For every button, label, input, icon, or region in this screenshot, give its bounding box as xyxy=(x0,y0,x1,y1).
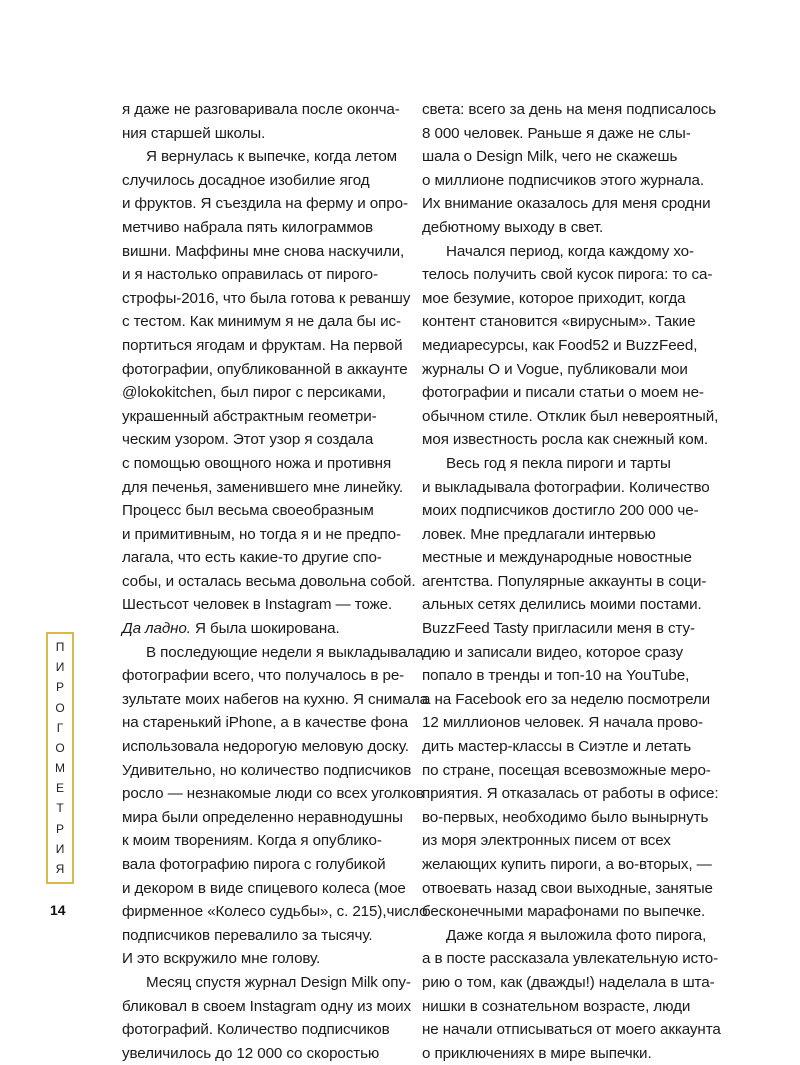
text-line: о миллионе подписчиков этого журнала. xyxy=(422,171,704,189)
text-line: фирменное «Колесо судьбы», с. 215),число xyxy=(122,903,428,921)
side-label-letter: Г xyxy=(56,720,64,735)
text-line: В последующие недели я выкладывала xyxy=(146,643,424,661)
text-line: отвоевать назад свои выходные, занятые xyxy=(422,879,713,897)
text-line: нишки в сознательном возрасте, люди xyxy=(422,997,691,1015)
text-fragment: Я была шокирована. xyxy=(190,620,340,638)
text-line: Начался период, когда каждому хо- xyxy=(446,242,694,260)
text-line: Я вернулась к выпечке, когда летом xyxy=(146,148,398,166)
text-line: вала фотографию пирога с голубикой xyxy=(122,856,386,873)
side-label-letter: Я xyxy=(55,861,65,876)
text-line: использовала недорогую меловую доску. xyxy=(122,738,409,756)
text-line: дебютному выходу в свет. xyxy=(422,218,604,236)
text-line: приятия. Я отказалась от работы в офисе: xyxy=(422,785,719,803)
text-line: попало в тренды и топ-10 на YouTube, xyxy=(422,667,690,685)
text-line: и я настолько оправилась от пирого- xyxy=(122,266,378,284)
text-line: Даже когда я выложила фото пирога, xyxy=(446,926,707,944)
text-line: мое безумие, которое приходит, когда xyxy=(422,289,686,307)
side-label-letter: И xyxy=(55,660,65,675)
text-line: контент становится «вирусным». Такие xyxy=(422,313,696,331)
text-line: зультате моих набегов на кухню. Я снимала xyxy=(122,690,428,708)
side-label-letter: П xyxy=(55,640,65,654)
text-line: к моим творениям. Когда я опублико- xyxy=(122,832,382,850)
text-line: а на Facebook его за неделю посмотрели xyxy=(422,690,711,708)
text-line: местные и международные новостные xyxy=(422,549,692,567)
text-line: И это вскружило мне голову. xyxy=(122,950,321,968)
text-line: дить мастер-классы в Сиэтле и летать xyxy=(422,738,692,756)
text-line: рию о том, как (дважды!) наделала в шта- xyxy=(422,973,715,991)
text-line: бесконечными марафонами по выпечке. xyxy=(422,903,706,921)
page-number: 14 xyxy=(50,902,66,918)
text-line: агентства. Популярные аккаунты в соци- xyxy=(422,572,707,590)
text-line: не начали отписываться от моего аккаунта xyxy=(422,1021,721,1039)
text-line: бликовал в своем Instagram одну из моих xyxy=(122,997,412,1015)
text-line: альных сетях делились моими постами. xyxy=(422,596,702,614)
text-line: и примитивным, но тогда я и не предпо- xyxy=(122,525,401,543)
text-line: о приключениях в мире выпечки. xyxy=(422,1044,652,1062)
text-line: подписчиков перевалило за тысячу. xyxy=(122,926,373,944)
text-line: для печенья, заменившего мне линейку. xyxy=(122,478,403,496)
text-line: портиться ягодам и фруктам. На первой xyxy=(122,336,403,354)
text-line: на старенький iPhone, а в качестве фона xyxy=(122,714,409,732)
text-line: Весь год я пекла пироги и тарты xyxy=(446,454,671,472)
text-line: украшенный абстрактным геометри- xyxy=(122,407,377,425)
text-line: лагала, что есть какие-то другие спо- xyxy=(122,549,382,567)
text-line: строфы-2016, что была готова к реваншу xyxy=(122,289,411,307)
text-line: собы, и осталась весьма довольна собой. xyxy=(122,572,416,590)
text-line: моя известность росла как снежный ком. xyxy=(422,431,709,449)
text-line: росло — незнакомые люди со всех уголков xyxy=(122,785,424,803)
text-line: желающих купить пироги, а во-вторых, — xyxy=(422,856,712,873)
text-line: ческим узором. Этот узор я создала xyxy=(122,431,374,449)
text-line: обычном стиле. Отклик был невероятный, xyxy=(422,407,719,425)
text-line xyxy=(122,617,392,641)
side-label-letter: И xyxy=(55,841,65,856)
text-line: медиаресурсы, как Food52 и BuzzFeed, xyxy=(422,336,698,354)
text-line: BuzzFeed Tasty пригласили меня в сту- xyxy=(422,620,695,638)
text-line: моих подписчиков достигло 200 000 че- xyxy=(422,502,699,520)
text-line: дию и записали видео, которое сразу xyxy=(422,643,684,661)
text-line: Шестьсот человек в Instagram — тоже. xyxy=(122,596,393,614)
text-line: журналы O и Vogue, публиковали мои xyxy=(422,360,688,378)
text-line: ловек. Мне предлагали интервью xyxy=(422,525,656,543)
text-line: @lokokitchen, был пирог с персиками, xyxy=(122,384,386,402)
text-line: 8 000 человек. Раньше я даже не слы- xyxy=(422,124,691,142)
text-line: фотографий. Количество подписчиков xyxy=(122,1021,390,1039)
text-line: шала о Design Milk, чего не скажешь xyxy=(422,148,678,166)
side-label-letter: О xyxy=(55,700,65,715)
italic-phrase: Да ладно. xyxy=(122,620,191,638)
side-label-letter: Р xyxy=(55,680,64,695)
text-line: фотографии, опубликованной в аккаунте xyxy=(122,360,408,378)
text-line: метчиво набрала пять килограммов xyxy=(122,218,374,236)
text-line: и декором в виде спицевого колеса (мое xyxy=(122,879,406,897)
text-line: и выкладывала фотографии. Количество xyxy=(422,478,710,496)
text-line: 12 миллионов человек. Я начала прово- xyxy=(422,714,703,732)
side-label-letter: О xyxy=(55,740,65,755)
left-column xyxy=(122,98,428,1065)
text-line: фотографии всего, что получалось в ре- xyxy=(122,667,405,685)
side-label-letter: Е xyxy=(55,781,64,796)
text-line: Процесс был весьма своеобразным xyxy=(122,502,374,520)
side-section-label xyxy=(46,632,74,884)
text-line: я даже не разговаривала после оконча- xyxy=(122,101,400,118)
side-label-letter: Т xyxy=(56,801,64,816)
text-line: случилось досадное изобилие ягод xyxy=(122,171,370,189)
text-line: а в посте рассказала увлекательную исто- xyxy=(422,950,719,968)
text-line: с помощью овощного ножа и противня xyxy=(122,454,392,472)
text-line: мира были определенно неравнодушны xyxy=(122,808,403,826)
text-line: света: всего за день на меня подписалось xyxy=(422,101,717,118)
text-line: вишни. Маффины мне снова наскучили, xyxy=(122,242,405,260)
text-line: ния старшей школы. xyxy=(122,124,266,142)
text-line: Их внимание оказалось для меня сродни xyxy=(422,195,711,213)
side-label-letter: Р xyxy=(55,821,64,836)
text-line: увеличилось до 12 000 со скоростью xyxy=(122,1044,380,1062)
text-line: Месяц спустя журнал Design Milk опу- xyxy=(146,973,411,991)
text-line: фотографии и писали статьи о моем не- xyxy=(422,384,704,402)
text-line: по стране, посещая всевозможные меро- xyxy=(422,761,711,779)
text-line: и фруктов. Я съездила на ферму и опро- xyxy=(122,195,408,213)
text-line: из моря электронных писем от всех xyxy=(422,832,671,850)
side-label-letter: М xyxy=(55,761,65,776)
text-line: во-первых, необходимо было вынырнуть xyxy=(422,808,709,826)
text-line: с тестом. Как минимум я не дала бы ис- xyxy=(122,313,401,331)
text-line: Удивительно, но количество подписчиков xyxy=(122,761,412,779)
text-line: телось получить свой кусок пирога: то са- xyxy=(422,266,713,284)
right-column xyxy=(422,98,721,1065)
